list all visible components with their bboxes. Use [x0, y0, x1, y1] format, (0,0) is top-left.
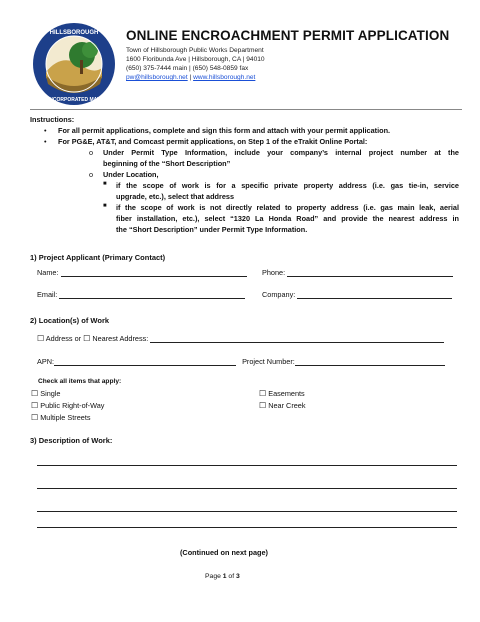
option-near-creek[interactable]	[259, 401, 306, 410]
circle-bullet-icon: o	[89, 170, 94, 179]
name-row	[37, 268, 247, 277]
header-divider	[30, 109, 462, 110]
location-row	[37, 334, 444, 343]
name-field[interactable]	[61, 268, 247, 277]
address-line: 1600 Floribunda Ave | Hillsborough, CA | 94010	[126, 56, 265, 63]
company-field[interactable]	[297, 290, 452, 299]
bullet-icon: •	[44, 126, 47, 135]
town-seal-logo	[32, 22, 116, 106]
page-number: Page 1 of 3	[205, 573, 240, 580]
apn-label: APN:	[37, 357, 55, 366]
continued-note: (Continued on next page)	[180, 548, 268, 557]
nearest-address-label: Nearest Address:	[92, 334, 149, 343]
website-link[interactable]: www.hillsborough.net	[193, 74, 256, 81]
instruction-bullet-1: For all permit applications, complete and sign this form and attach with your permit application.	[58, 126, 391, 135]
public-right-of-way-checkbox[interactable]: ☐	[31, 401, 39, 410]
email-row	[37, 290, 245, 299]
description-line-1[interactable]	[37, 465, 457, 466]
sub-instruction-2: Under Location,	[103, 170, 159, 179]
nearest-address-field[interactable]	[150, 334, 444, 343]
svg-text:INCORPORATED MAY: INCORPORATED MAY	[47, 97, 101, 103]
department-line: Town of Hillsborough Public Works Department	[126, 47, 264, 54]
option-single[interactable]	[31, 389, 61, 398]
square-bullet-icon: ■	[103, 203, 107, 209]
project-number-field[interactable]	[295, 357, 445, 366]
option-easements[interactable]	[259, 389, 305, 398]
description-line-2[interactable]	[37, 488, 457, 489]
email-field[interactable]	[59, 290, 245, 299]
section-1-heading: 1) Project Applicant (Primary Contact)	[30, 253, 166, 262]
address-option-label: Address or	[45, 334, 82, 343]
name-label: Name:	[37, 268, 59, 277]
instruction-bullet-2: For PG&E, AT&T, and Comcast permit applications, on Step 1 of the eTrakit Online Portal:	[58, 137, 368, 146]
section-3-heading: 3) Description of Work:	[30, 436, 113, 445]
contact-links-line: pw@hillsborough.net | www.hillsborough.net	[126, 74, 256, 81]
project-number-label: Project Number:	[242, 357, 295, 366]
near-creek-checkbox[interactable]: ☐	[259, 401, 267, 410]
single-label: Single	[40, 389, 61, 398]
section-2-heading: 2) Location(s) of Work	[30, 316, 110, 325]
instructions-label: Instructions:	[30, 115, 75, 124]
description-line-3[interactable]	[37, 511, 457, 512]
apn-field[interactable]	[54, 357, 236, 366]
location-note-1b: upgrade, etc.), select that address	[116, 192, 235, 201]
check-all-label: Check all items that apply:	[38, 378, 122, 385]
company-row	[262, 290, 452, 299]
sub-instruction-1a: Under Permit Type Information, include your company’s internal project number at the	[103, 148, 459, 157]
phone-label: Phone:	[262, 268, 286, 277]
near-creek-label: Near Creek	[268, 401, 306, 410]
circle-bullet-icon: o	[89, 148, 94, 157]
multiple-streets-label: Multiple Streets	[40, 413, 91, 422]
email-label: Email:	[37, 290, 58, 299]
email-link[interactable]: pw@hillsborough.net	[126, 74, 188, 81]
option-multiple-streets[interactable]	[31, 413, 91, 422]
location-note-2a: if the scope of work is not directly related to property address (i.e. gas main leak, aerial	[116, 203, 459, 212]
location-note-1a: if the scope of work is for a specific private property address (i.e. gas tie-in, service	[116, 181, 459, 190]
public-right-of-way-label: Public Right-of-Way	[40, 401, 105, 410]
phone-line: (650) 375-7444 main | (650) 548-0859 fax	[126, 65, 249, 72]
option-public-right-of-way[interactable]	[31, 401, 104, 410]
easements-checkbox[interactable]: ☐	[259, 389, 267, 398]
phone-row	[262, 268, 453, 277]
address-checkbox[interactable]: ☐	[37, 334, 45, 343]
page-title: ONLINE ENCROACHMENT PERMIT APPLICATION	[126, 28, 450, 43]
square-bullet-icon: ■	[103, 181, 107, 187]
location-note-2b: fiber installation, etc.), select “1320 La Honda Road” and provide the nearest address in	[116, 214, 459, 223]
easements-label: Easements	[268, 389, 305, 398]
company-label: Company:	[262, 290, 296, 299]
nearest-address-checkbox[interactable]: ☐	[83, 334, 91, 343]
phone-field[interactable]	[287, 268, 453, 277]
svg-text:HILLSBOROUGH: HILLSBOROUGH	[49, 30, 99, 36]
sub-instruction-1b: beginning of the “Short Description”	[103, 159, 231, 168]
single-checkbox[interactable]: ☐	[31, 389, 39, 398]
location-note-2c: the “Short Description” under Permit Type Information.	[116, 225, 308, 234]
apn-row	[37, 357, 445, 366]
multiple-streets-checkbox[interactable]: ☐	[31, 413, 39, 422]
description-line-4[interactable]	[37, 527, 457, 528]
bullet-icon: •	[44, 137, 47, 146]
